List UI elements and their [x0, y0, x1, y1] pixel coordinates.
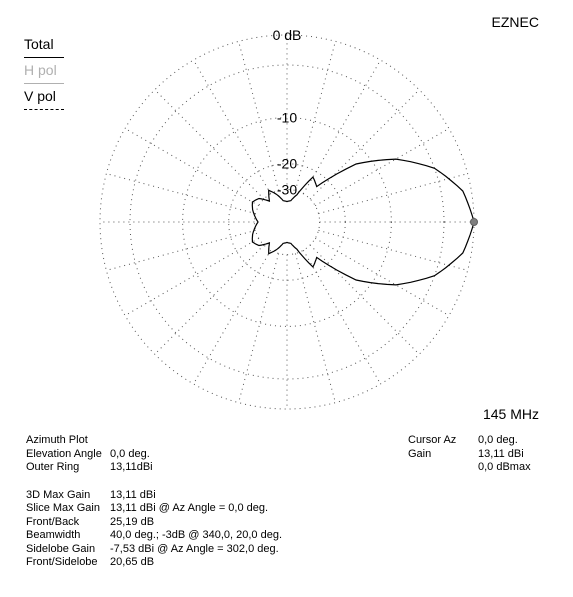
- ring-label: -20: [276, 155, 298, 172]
- info-row: 0,0 dBmax: [478, 461, 531, 473]
- ring-labels: [273, 27, 302, 197]
- grid-spoke: [310, 245, 419, 354]
- ring-label: -10: [276, 109, 298, 126]
- grid-spoke: [106, 174, 255, 214]
- grid-spoke: [303, 250, 380, 384]
- app-label: EZNEC: [491, 14, 539, 30]
- info-row: Cursor Az 0,0 deg.: [408, 434, 518, 446]
- ring-label: 0 dB: [272, 27, 302, 43]
- grid-spoke: [155, 245, 264, 354]
- grid-spoke: [303, 60, 380, 194]
- frequency-label: 145 MHz: [482, 406, 539, 422]
- grid-spoke: [310, 90, 419, 199]
- info-row: 3D Max Gain 13,11 dBi: [26, 488, 156, 501]
- cursor-marker: [471, 219, 478, 226]
- plot-info-panel: [26, 434, 282, 570]
- grid-spoke: [125, 129, 259, 206]
- info-row: Outer Ring 13,11dBi: [26, 461, 153, 473]
- legend: [24, 32, 64, 110]
- grid-spoke: [295, 41, 335, 190]
- legend-hpol[interactable]: H pol: [24, 58, 64, 84]
- info-row: Sidelobe Gain -7,53 dBi @ Az Angle = 302,0 deg.: [26, 542, 279, 555]
- grid-spoke: [194, 250, 271, 384]
- grid-spoke: [194, 60, 271, 194]
- grid-spoke: [125, 238, 259, 315]
- grid-spoke: [319, 174, 468, 214]
- grid-ring: [100, 35, 474, 409]
- grid-spoke: [155, 90, 264, 199]
- legend-total[interactable]: Total: [24, 32, 64, 58]
- ring-label: -30: [276, 181, 298, 198]
- info-row: Front/Back 25,19 dB: [26, 515, 155, 528]
- grid-spoke: [106, 230, 255, 270]
- cursor-info-panel: [408, 434, 531, 475]
- info-row: Slice Max Gain 13,11 dBi @ Az Angle = 0,0 deg.: [26, 502, 269, 514]
- grid-spoke: [239, 254, 279, 403]
- info-row: Azimuth Plot: [26, 434, 88, 446]
- info-row: Gain 13,11 dBi: [408, 447, 524, 460]
- polar-grid: [100, 35, 474, 409]
- info-row: Beamwidth 40,0 deg.; -3dB @ 340,0, 20,0 deg.: [26, 529, 283, 541]
- legend-vpol[interactable]: V pol: [24, 84, 64, 110]
- info-row: Front/Sidelobe 20,65 dB: [26, 556, 155, 568]
- grid-spoke: [239, 41, 279, 190]
- info-row: Elevation Angle 0,0 deg.: [26, 447, 150, 460]
- grid-spoke: [319, 230, 468, 270]
- grid-spoke: [295, 254, 335, 403]
